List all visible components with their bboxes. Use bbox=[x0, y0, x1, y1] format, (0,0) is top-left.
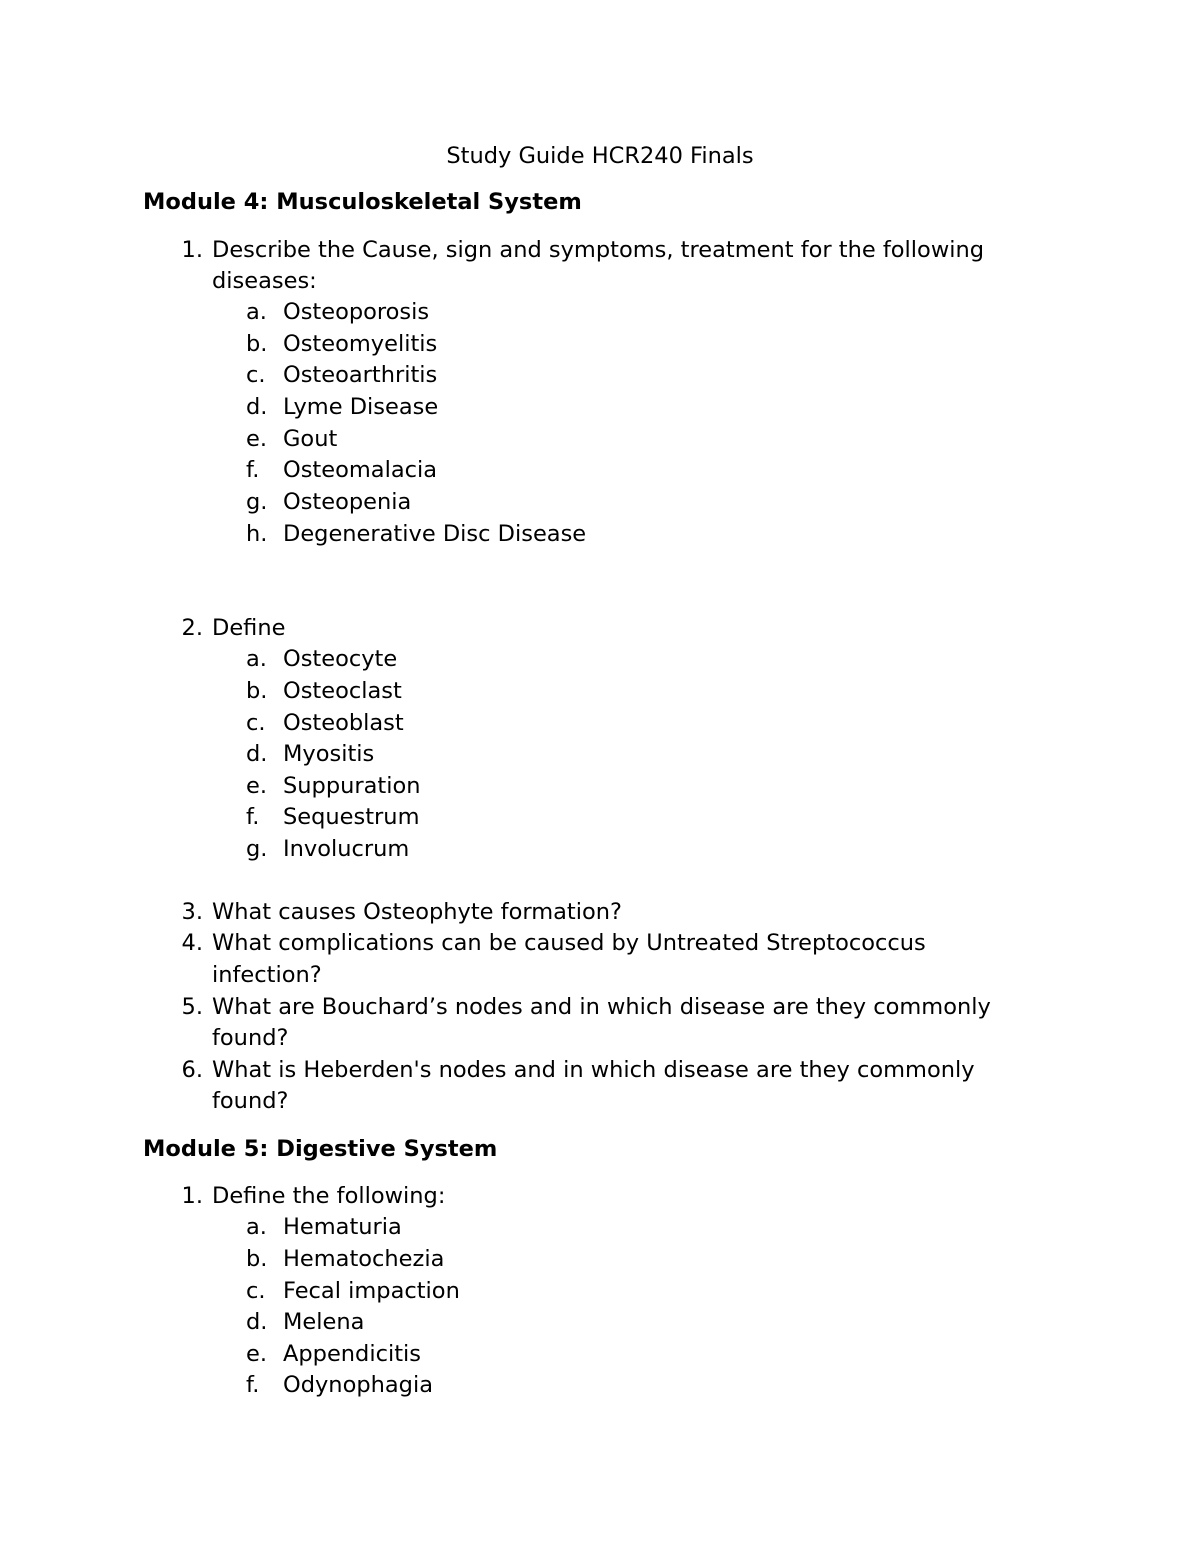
list-item: Osteoclast bbox=[283, 678, 402, 704]
question-text: What complications can be caused by Untreated Streptococcus bbox=[212, 930, 926, 956]
question-text: What is Heberden's nodes and in which disease are they commonly bbox=[212, 1057, 975, 1083]
list-item-letter: b. bbox=[246, 331, 268, 357]
list-item-letter: c. bbox=[246, 1278, 266, 1304]
module-5-heading: Module 5: Digestive System bbox=[143, 1136, 498, 1162]
list-item: Hematochezia bbox=[283, 1246, 445, 1272]
list-item-letter: d. bbox=[246, 394, 268, 420]
list-item: Fecal impaction bbox=[283, 1278, 460, 1304]
list-item: Osteomyelitis bbox=[283, 331, 438, 357]
list-item-letter: g. bbox=[246, 836, 268, 862]
list-item-letter: g. bbox=[246, 489, 268, 515]
list-item: Involucrum bbox=[283, 836, 410, 862]
list-item-letter: c. bbox=[246, 710, 266, 736]
list-item: Gout bbox=[283, 426, 338, 452]
question-text-continued: found? bbox=[212, 1025, 289, 1051]
list-item-letter: a. bbox=[246, 299, 267, 325]
question-text-continued: infection? bbox=[212, 962, 322, 988]
list-item: Suppuration bbox=[283, 773, 421, 799]
question-number: 6. bbox=[181, 1057, 203, 1083]
list-item: Appendicitis bbox=[283, 1341, 422, 1367]
question-text: What causes Osteophyte formation? bbox=[212, 899, 622, 925]
list-item: Degenerative Disc Disease bbox=[283, 521, 587, 547]
list-item-letter: d. bbox=[246, 741, 268, 767]
question-text: Define the following: bbox=[212, 1183, 446, 1209]
question-number: 1. bbox=[181, 1183, 203, 1209]
list-item: Odynophagia bbox=[283, 1372, 433, 1398]
list-item: Osteoporosis bbox=[283, 299, 430, 325]
list-item: Osteopenia bbox=[283, 489, 412, 515]
list-item: Sequestrum bbox=[283, 804, 420, 830]
question-text-continued: diseases: bbox=[212, 268, 317, 294]
document-title: Study Guide HCR240 Finals bbox=[446, 143, 754, 169]
list-item: Hematuria bbox=[283, 1214, 402, 1240]
list-item: Lyme Disease bbox=[283, 394, 439, 420]
question-text-continued: found? bbox=[212, 1088, 289, 1114]
list-item-letter: f. bbox=[246, 1372, 260, 1398]
list-item-letter: f. bbox=[246, 457, 260, 483]
question-number: 3. bbox=[181, 899, 203, 925]
list-item-letter: e. bbox=[246, 1341, 267, 1367]
question-number: 2. bbox=[181, 615, 203, 641]
list-item: Myositis bbox=[283, 741, 375, 767]
list-item-letter: h. bbox=[246, 521, 268, 547]
list-item-letter: a. bbox=[246, 646, 267, 672]
list-item-letter: c. bbox=[246, 362, 266, 388]
list-item-letter: e. bbox=[246, 773, 267, 799]
question-number: 5. bbox=[181, 994, 203, 1020]
list-item: Osteoblast bbox=[283, 710, 404, 736]
list-item-letter: f. bbox=[246, 804, 260, 830]
list-item: Osteomalacia bbox=[283, 457, 438, 483]
list-item-letter: b. bbox=[246, 1246, 268, 1272]
list-item: Osteoarthritis bbox=[283, 362, 438, 388]
list-item-letter: a. bbox=[246, 1214, 267, 1240]
list-item-letter: b. bbox=[246, 678, 268, 704]
question-number: 1. bbox=[181, 237, 203, 263]
question-number: 4. bbox=[181, 930, 203, 956]
list-item: Melena bbox=[283, 1309, 365, 1335]
list-item: Osteocyte bbox=[283, 646, 398, 672]
question-text: What are Bouchard’s nodes and in which disease are they commonly bbox=[212, 994, 991, 1020]
question-text: Define bbox=[212, 615, 286, 641]
list-item-letter: e. bbox=[246, 426, 267, 452]
module-4-heading: Module 4: Musculoskeletal System bbox=[143, 189, 582, 215]
question-text: Describe the Cause, sign and symptoms, treatment for the following bbox=[212, 237, 985, 263]
list-item-letter: d. bbox=[246, 1309, 268, 1335]
